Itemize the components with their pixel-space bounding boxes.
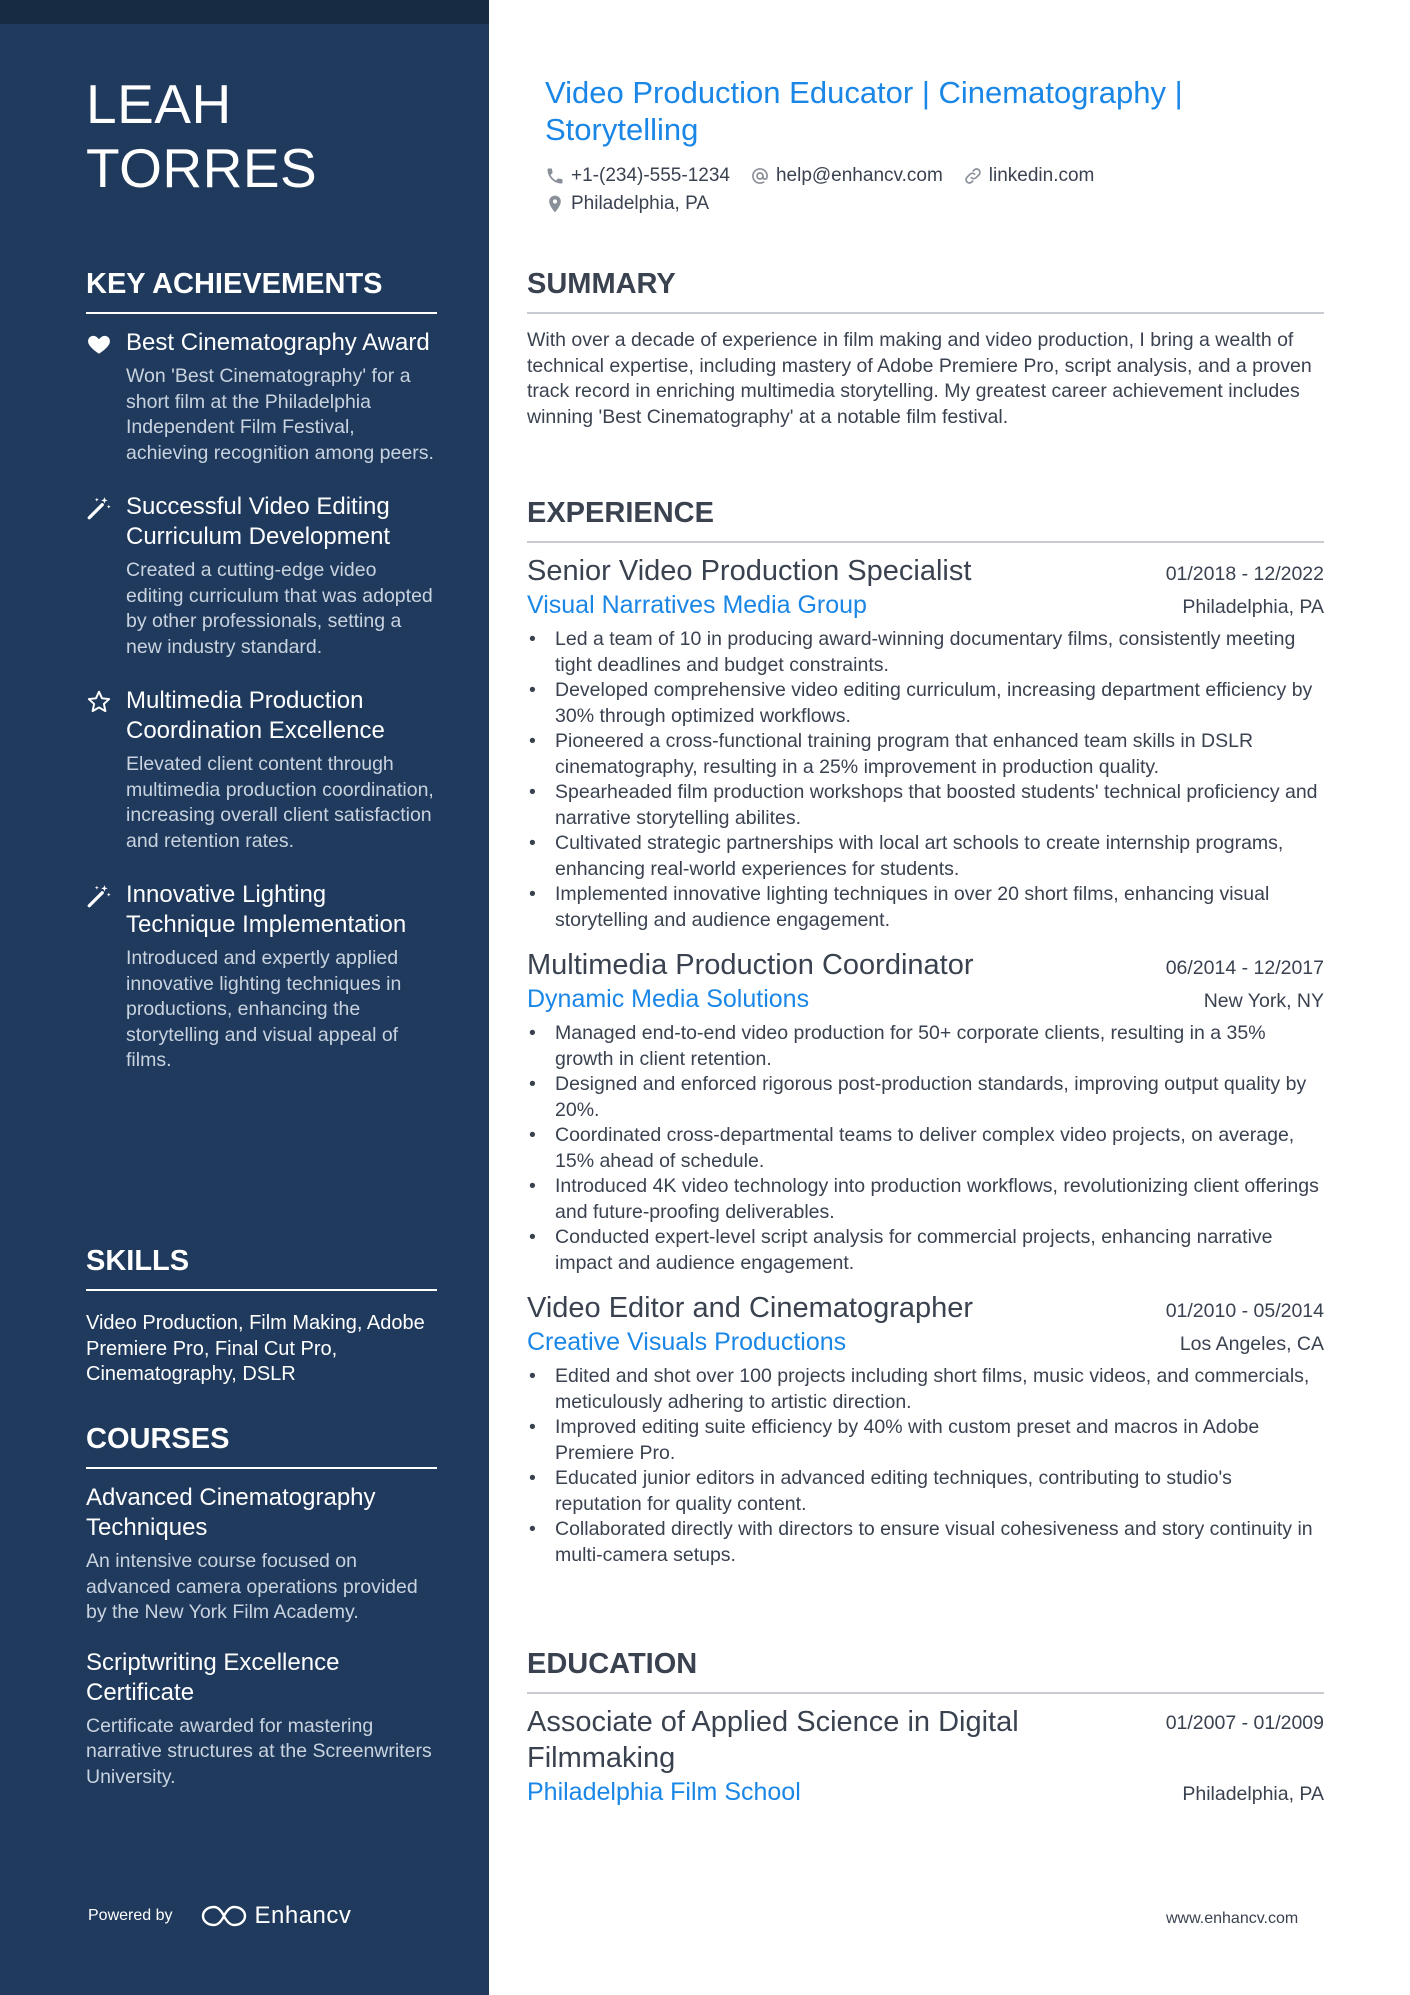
job-entry (527, 553, 1324, 933)
enhancv-logo-text: Enhancv (254, 1902, 352, 1929)
job-location: Philadelphia, PA (1182, 596, 1324, 618)
summary-text: With over a decade of experience in film making and video production, I bring a wealth of technical expertise, including mastery of Adobe Premiere Pro, script analysis, and a proven track record in enriching multimedia storytelling. My greatest career achievement includes winning 'Best Cinematography' at a notable film festival. (527, 329, 1312, 428)
experience-heading: EXPERIENCE (527, 495, 1324, 543)
degree-title: Associate of Applied Science in Digital Filmmaking (527, 1706, 1019, 1774)
magic-wand-icon (86, 495, 112, 521)
location-text: Philadelphia, PA (571, 193, 710, 214)
enhancv-logo[interactable] (201, 1902, 352, 1930)
job-entry (527, 947, 1324, 1276)
job-dates: 06/2014 - 12/2017 (1165, 957, 1324, 979)
job-bullet: • Conducted expert-level script analysis for commercial projects, enhancing narrative impact and audience engagement. (527, 1225, 1324, 1276)
school-location: Philadelphia, PA (1182, 1783, 1324, 1805)
contact-location (545, 190, 709, 218)
powered-by (88, 1902, 351, 1930)
job-title: Multimedia Production Coordinator (527, 949, 974, 981)
achievements-heading: KEY ACHIEVEMENTS (86, 266, 437, 314)
job-company: Visual Narratives Media Group (527, 591, 867, 619)
achievement-item (86, 492, 437, 660)
job-bullet: • Improved editing suite efficiency by 40% with custom preset and macros in Adobe Premiere Pro. (527, 1415, 1324, 1466)
experience-section (527, 495, 1324, 1568)
skills-list: Video Production, Film Making, Adobe Premiere Pro, Final Cut Pro, Cinematography, DSLR (86, 1312, 425, 1385)
course-item (86, 1648, 437, 1791)
job-company: Dynamic Media Solutions (527, 985, 810, 1013)
job-company: Creative Visuals Productions (527, 1328, 847, 1356)
job-bullets (527, 1021, 1324, 1276)
course-title: Scriptwriting Excellence Certificate (86, 1648, 340, 1706)
school-name: Philadelphia Film School (527, 1778, 801, 1806)
course-description: An intensive course focused on advanced camera operations provided by the New York Film Academy. (86, 1550, 418, 1623)
contact-info (545, 162, 1325, 218)
job-bullets (527, 627, 1324, 933)
achievement-description: Created a cutting-edge video editing curriculum that was adopted by other professionals, setting a new industry standard. (126, 559, 433, 658)
enhancv-logo-icon (201, 1903, 247, 1929)
summary-heading: SUMMARY (527, 266, 1324, 314)
job-bullet: • Coordinated cross-departmental teams to deliver complex video projects, on average, 15% ahead of schedule. (527, 1123, 1324, 1174)
location-pin-icon (545, 194, 565, 214)
job-entry (527, 1290, 1324, 1568)
at-icon (750, 166, 770, 186)
courses-section (86, 1421, 437, 1790)
contact-link[interactable] (963, 162, 1095, 190)
course-title: Advanced Cinematography Techniques (86, 1484, 376, 1541)
job-dates: 01/2010 - 05/2014 (1165, 1300, 1324, 1322)
job-bullet: • Educated junior editors in advanced editing techniques, contributing to studio's reputation for quality content. (527, 1466, 1324, 1517)
job-bullet: • Pioneered a cross-functional training program that enhanced team skills in DSLR cinematography, resulting in a 25% improvement in production quality. (527, 729, 1324, 780)
skills-section (86, 1243, 437, 1388)
phone-number: +1-(234)-555-1234 (571, 165, 730, 186)
powered-by-label: Powered by (88, 1907, 173, 1924)
education-dates: 01/2007 - 01/2009 (1165, 1712, 1324, 1734)
contact-phone[interactable] (545, 162, 730, 190)
job-bullet: • Edited and shot over 100 projects including short films, music videos, and commercials, meticulously adhering to artistic direction. (527, 1364, 1324, 1415)
education-entry (527, 1704, 1324, 1808)
courses-heading: COURSES (86, 1421, 437, 1469)
achievement-title: Innovative Lighting Technique Implementation (126, 881, 407, 938)
achievement-description: Introduced and expertly applied innovative lighting techniques in productions, enhancing the storytelling and visual appeal of films. (126, 947, 402, 1071)
job-dates: 01/2018 - 12/2022 (1165, 563, 1324, 585)
job-bullet: • Cultivated strategic partnerships with local art schools to create internship programs, enhancing real-world experiences for students. (527, 831, 1324, 882)
job-bullet: • Implemented innovative lighting techniques in over 20 short films, enhancing visual storytelling and audience engagement. (527, 882, 1324, 933)
achievement-description: Won 'Best Cinematography' for a short film at the Philadelphia Independent Film Festival, achieving recognition among peers. (126, 365, 434, 464)
candidate-name: LEAH TORRES (86, 73, 318, 199)
email-address: help@enhancv.com (775, 165, 943, 186)
contact-email[interactable] (750, 162, 943, 190)
job-bullet: • Spearheaded film production workshops that boosted students' technical proficiency and narrative storytelling abilites. (527, 780, 1324, 831)
achievement-title: Best Cinematography Award (126, 329, 430, 356)
phone-icon (545, 166, 565, 186)
job-title: Video Editor and Cinematographer (527, 1292, 974, 1324)
job-bullets (527, 1364, 1324, 1568)
job-bullet: • Managed end-to-end video production for 50+ corporate clients, resulting in a 35% growth in client retention. (527, 1021, 1324, 1072)
job-bullet: • Developed comprehensive video editing curriculum, increasing department efficiency by 30% through optimized workflows. (527, 678, 1324, 729)
job-location: Los Angeles, CA (1179, 1333, 1324, 1355)
job-bullet: • Introduced 4K video technology into production workflows, revolutionizing client offerings and future-proofing deliverables. (527, 1174, 1324, 1225)
course-item (86, 1483, 437, 1626)
sidebar-top-bar (0, 0, 489, 24)
headline: Video Production Educator | Cinematography | Storytelling (545, 75, 1183, 147)
magic-wand-icon (86, 883, 112, 909)
job-location: New York, NY (1203, 990, 1324, 1012)
course-description: Certificate awarded for mastering narrative structures at the Screenwriters University. (86, 1714, 432, 1788)
achievement-item (86, 328, 437, 466)
job-bullet: • Designed and enforced rigorous post-production standards, improving output quality by 20%. (527, 1072, 1324, 1123)
job-bullet: • Led a team of 10 in producing award-winning documentary films, consistently meeting tight deadlines and budget constraints. (527, 627, 1324, 678)
achievements-section (86, 266, 437, 1074)
job-bullet: • Collaborated directly with directors to ensure visual cohesiveness and story continuity in multi-camera setups. (527, 1517, 1324, 1568)
sidebar (0, 0, 489, 1995)
job-title: Senior Video Production Specialist (527, 555, 972, 587)
linkedin-link: linkedin.com (988, 165, 1095, 186)
star-icon (86, 689, 112, 715)
achievement-title: Multimedia Production Coordination Excellence (126, 687, 385, 744)
achievement-description: Elevated client content through multimedia production coordination, increasing overall client satisfaction and retention rates. (126, 753, 434, 852)
footer-url[interactable]: www.enhancv.com (1166, 1910, 1299, 1927)
achievement-item (86, 686, 437, 854)
link-icon (963, 166, 983, 186)
skills-heading: SKILLS (86, 1243, 437, 1291)
heart-icon (86, 331, 112, 357)
achievement-title: Successful Video Editing Curriculum Development (126, 493, 391, 550)
summary-section (527, 266, 1324, 430)
education-section (527, 1646, 1324, 1808)
achievement-item (86, 880, 437, 1074)
education-heading: EDUCATION (527, 1646, 1324, 1694)
